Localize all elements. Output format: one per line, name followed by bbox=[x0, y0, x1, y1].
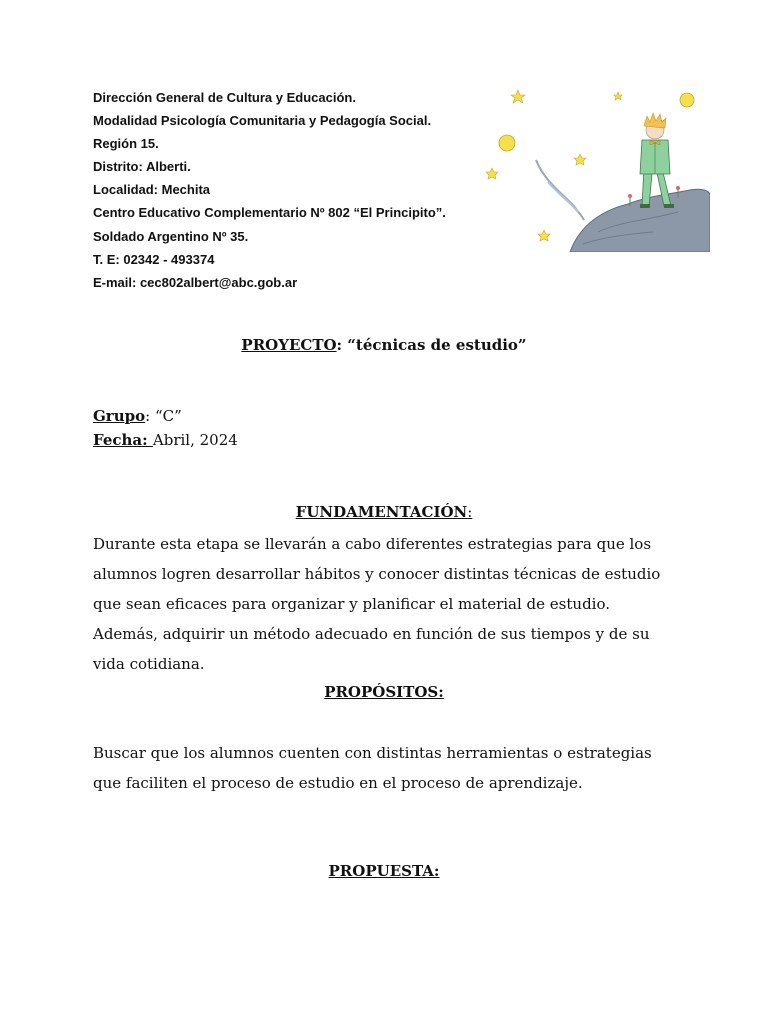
header-line-direccion: Dirección General de Cultura y Educación. bbox=[93, 90, 356, 105]
paragraph-line: Además, adquirir un método adecuado en función de sus tiempos y de su bbox=[93, 625, 650, 643]
header-line-region: Región 15. bbox=[93, 136, 159, 152]
star-icon bbox=[486, 168, 498, 179]
little-prince-illustration bbox=[478, 82, 710, 252]
flower-icon bbox=[628, 194, 632, 198]
paragraph-line: que sean eficaces para organizar y planificar el material de estudio. bbox=[93, 595, 611, 613]
date-row bbox=[93, 428, 238, 452]
propositos-heading: PROPÓSITOS: bbox=[324, 683, 444, 701]
header-line-telefono: T. E: 02342 - 493374 bbox=[93, 251, 215, 267]
fundamentacion-paragraph bbox=[93, 529, 693, 679]
star-icon bbox=[538, 230, 550, 241]
group-value: : “C” bbox=[145, 407, 182, 425]
header-line-localidad: Localidad: Mechita bbox=[93, 182, 211, 198]
propositos-paragraph bbox=[93, 738, 693, 798]
star-icon bbox=[614, 92, 622, 100]
project-name: : “técnicas de estudio” bbox=[336, 336, 527, 354]
paragraph-line: Buscar que los alumnos cuenten con distintas herramientas o estrategias bbox=[93, 744, 652, 762]
moon-icon bbox=[499, 135, 515, 151]
paragraph-line: que faciliten el proceso de estudio en el proceso de aprendizaje. bbox=[93, 774, 583, 792]
star-icon bbox=[511, 90, 525, 103]
moon-icon bbox=[680, 93, 694, 107]
flower-icon bbox=[676, 186, 680, 190]
fundamentacion-heading-text: FUNDAMENTACIÓN bbox=[295, 503, 468, 521]
project-title bbox=[0, 336, 768, 354]
header-line-direccion-postal: Soldado Argentino Nº 35. bbox=[93, 228, 249, 244]
header-line-distrito: Distrito: Alberti. bbox=[93, 159, 191, 175]
header-line-modalidad: Modalidad Psicología Comunitaria y Pedagogía Social. bbox=[93, 113, 432, 129]
group-row bbox=[93, 404, 238, 428]
paragraph-line: Durante esta etapa se llevarán a cabo diferentes estrategias para que los bbox=[93, 535, 652, 553]
group-label: Grupo bbox=[93, 407, 146, 425]
date-value: Abril, 2024 bbox=[152, 431, 238, 449]
fundamentacion-heading bbox=[0, 503, 768, 521]
star-icon bbox=[574, 154, 586, 165]
paragraph-line: vida cotidiana. bbox=[93, 655, 205, 673]
propuesta-heading: PROPUESTA: bbox=[328, 862, 440, 880]
project-meta bbox=[93, 404, 238, 452]
paragraph-line: alumnos logren desarrollar hábitos y conocer distintas técnicas de estudio bbox=[93, 565, 661, 583]
header-line-centro: Centro Educativo Complementario Nº 802 “El Principito”. bbox=[93, 205, 446, 221]
date-label: Fecha: bbox=[93, 431, 153, 449]
volcano-plume-2 bbox=[548, 182, 578, 212]
project-label: PROYECTO bbox=[241, 336, 337, 354]
fundamentacion-heading-suffix: : bbox=[467, 503, 473, 521]
institution-header bbox=[93, 86, 493, 294]
header-line-email: E-mail: cec802albert@abc.gob.ar bbox=[93, 274, 298, 290]
